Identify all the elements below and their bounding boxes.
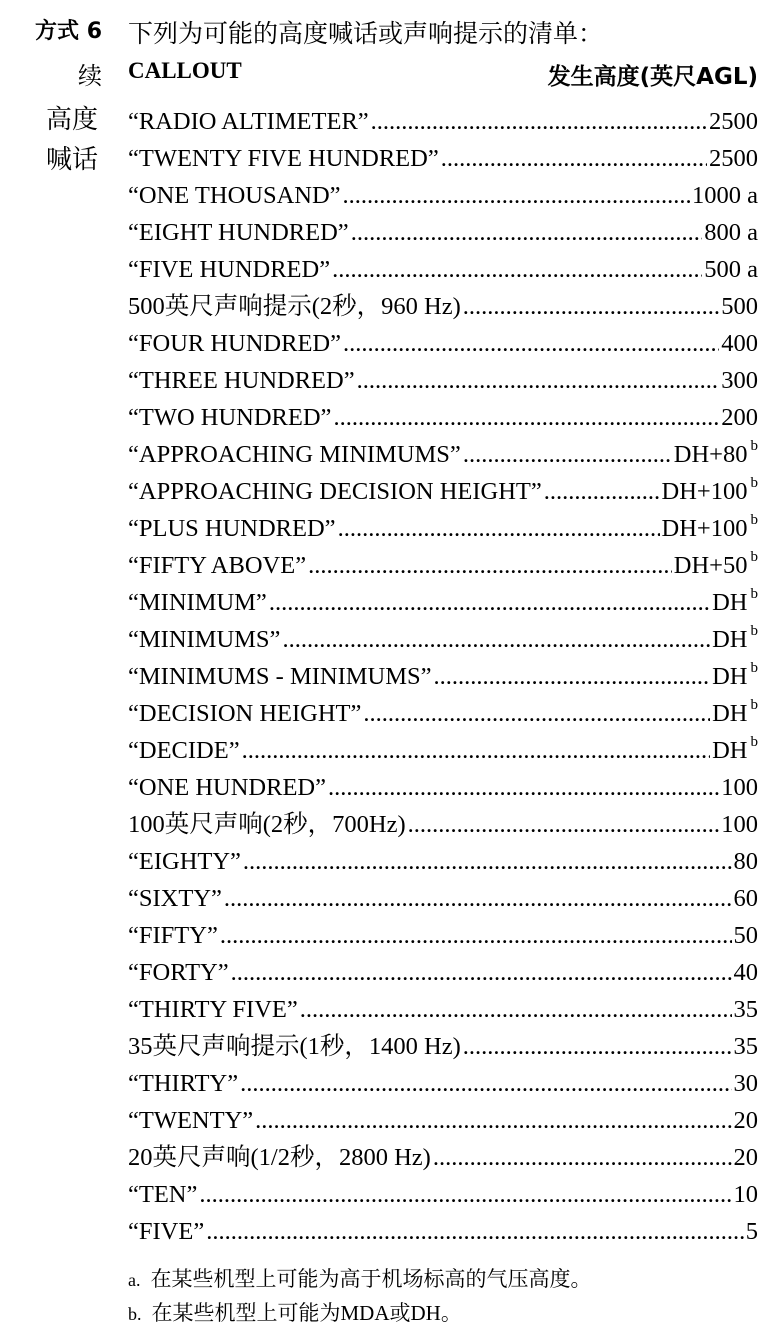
callout-height xyxy=(672,440,758,470)
callout-height-value: 30 xyxy=(733,1070,758,1097)
callout-row xyxy=(128,618,758,655)
callout-row xyxy=(128,914,758,951)
callout-label: 20英尺声响(1/2秒，2800 Hz) xyxy=(128,1144,431,1171)
callout-label: “FIFTY ABOVE” xyxy=(128,552,307,579)
dot-leader xyxy=(308,551,672,581)
callout-height-value: DH xyxy=(712,626,748,653)
callout-height-value: DH+100 xyxy=(661,515,748,542)
dot-leader xyxy=(343,181,690,211)
callout-label: “FIFTY” xyxy=(128,922,218,949)
callout-height xyxy=(732,921,759,951)
callout-row xyxy=(128,1062,758,1099)
callout-height-value: 2500 xyxy=(709,108,758,135)
callout-height xyxy=(710,662,758,692)
dot-leader xyxy=(333,403,719,433)
callout-height-value: 1000 a xyxy=(692,182,758,209)
callout-height xyxy=(719,366,758,396)
callout-label: “MINIMUM” xyxy=(128,589,267,616)
dot-leader xyxy=(220,921,732,951)
dot-leader xyxy=(240,1069,731,1099)
footnotes xyxy=(128,1262,768,1330)
callout-height-value: 300 xyxy=(721,367,758,394)
footnote xyxy=(128,1296,768,1330)
footnote xyxy=(128,1262,768,1296)
callout-label: “EIGHT HUNDRED” xyxy=(128,219,349,246)
callout-height xyxy=(719,292,758,322)
column-header xyxy=(128,58,758,92)
callout-row xyxy=(128,174,758,211)
footnote-text: 在某些机型上可能为MDA或DH。 xyxy=(151,1301,462,1325)
callout-list xyxy=(128,100,758,1247)
callout-height xyxy=(732,995,759,1025)
callout-row xyxy=(128,396,758,433)
callout-height-value: 100 xyxy=(721,811,758,838)
footnote-mark: b. xyxy=(128,1304,142,1324)
dot-leader xyxy=(433,1143,732,1173)
callout-height xyxy=(732,1143,759,1173)
callout-height-value: 2500 xyxy=(709,145,758,172)
callout-height xyxy=(690,181,758,211)
callout-label: “PLUS HUNDRED” xyxy=(128,515,336,542)
callout-height xyxy=(660,514,758,544)
callout-height-value: DH+50 xyxy=(673,552,748,579)
callout-height xyxy=(710,588,758,618)
dot-leader xyxy=(544,477,660,507)
callout-height-value: 100 xyxy=(721,774,758,801)
callout-row xyxy=(128,100,758,137)
callout-height xyxy=(719,403,758,433)
callout-row xyxy=(128,803,758,840)
callout-row xyxy=(128,470,758,507)
callout-label: “RADIO ALTIMETER” xyxy=(128,108,369,135)
callout-height-value: 500 xyxy=(721,293,758,320)
callout-height-value: 400 xyxy=(721,330,758,357)
callout-height xyxy=(719,329,758,359)
callout-label: 35英尺声响提示(1秒，1400 Hz) xyxy=(128,1033,461,1060)
callout-label: “MINIMUMS - MINIMUMS” xyxy=(128,663,432,690)
dot-leader xyxy=(351,218,703,248)
callout-height-value: DH xyxy=(712,737,748,764)
dot-leader xyxy=(282,625,710,655)
callout-height xyxy=(707,144,758,174)
callout-label: “TWENTY” xyxy=(128,1107,254,1134)
callout-height-value: 35 xyxy=(733,1033,758,1060)
footnote-text: 在某些机型上可能为高于机场标高的气压高度。 xyxy=(150,1267,592,1291)
callout-column-header: CALLOUT xyxy=(128,58,242,83)
callout-label: “SIXTY” xyxy=(128,885,222,912)
section-label xyxy=(42,100,102,180)
callout-height xyxy=(710,699,758,729)
callout-height-value: 5 xyxy=(745,1218,758,1245)
dot-leader xyxy=(343,329,719,359)
callout-height xyxy=(702,218,758,248)
dot-leader xyxy=(408,810,720,840)
callout-height xyxy=(732,847,759,877)
callout-row xyxy=(128,285,758,322)
footnote-mark: a. xyxy=(128,1270,141,1290)
callout-height-value: DH xyxy=(712,589,748,616)
continued-label: 续 xyxy=(78,64,102,90)
callout-label: “EIGHTY” xyxy=(128,848,241,875)
callout-row xyxy=(128,1025,758,1062)
callout-height-value: DH xyxy=(712,663,748,690)
callout-label: “THIRTY” xyxy=(128,1070,239,1097)
callout-label: “APPROACHING DECISION HEIGHT” xyxy=(128,478,542,505)
callout-row xyxy=(128,1210,758,1247)
callout-height-value: 800 a xyxy=(704,219,758,246)
callout-height-value: 35 xyxy=(733,996,758,1023)
callout-row xyxy=(128,433,758,470)
callout-row xyxy=(128,729,758,766)
mode-title: 方式 6 xyxy=(35,19,102,44)
dot-leader xyxy=(224,884,732,914)
callout-label: “TEN” xyxy=(128,1181,198,1208)
callout-height-value: 60 xyxy=(733,885,758,912)
callout-row xyxy=(128,322,758,359)
dot-leader xyxy=(463,1032,732,1062)
callout-row xyxy=(128,655,758,692)
dot-leader xyxy=(441,144,707,174)
intro-text: 下列为可能的高度喊话或声响提示的清单： xyxy=(128,21,604,48)
dot-leader xyxy=(338,514,660,544)
callout-label: “APPROACHING MINIMUMS” xyxy=(128,441,461,468)
callout-row xyxy=(128,544,758,581)
footnote-ref: b xyxy=(750,438,758,454)
callout-height xyxy=(672,551,758,581)
footnote-ref: b xyxy=(750,549,758,565)
callout-label: 100英尺声响(2秒，700Hz) xyxy=(128,811,406,838)
callout-height xyxy=(732,1032,759,1062)
callout-height-value: 40 xyxy=(733,959,758,986)
dot-leader xyxy=(199,1180,731,1210)
callout-label: “DECIDE” xyxy=(128,737,240,764)
callout-row xyxy=(128,877,758,914)
dot-leader xyxy=(300,995,732,1025)
callout-height xyxy=(744,1217,758,1247)
callout-row xyxy=(128,1173,758,1210)
callout-label: “ONE THOUSAND” xyxy=(128,182,341,209)
callout-height-value: 500 a xyxy=(704,256,758,283)
callout-row xyxy=(128,248,758,285)
callout-height xyxy=(710,736,758,766)
dot-leader xyxy=(231,958,732,988)
callout-height-value: 50 xyxy=(733,922,758,949)
dot-leader xyxy=(243,847,732,877)
callout-row xyxy=(128,692,758,729)
callout-row xyxy=(128,211,758,248)
callout-height xyxy=(732,1106,759,1136)
section-label-line-1: 高度 xyxy=(45,105,98,134)
callout-height-value: 20 xyxy=(733,1144,758,1171)
callout-row xyxy=(128,951,758,988)
callout-height xyxy=(732,1180,759,1210)
dot-leader xyxy=(463,292,719,322)
callout-height xyxy=(719,810,758,840)
callout-height-value: 200 xyxy=(721,404,758,431)
footnote-ref: b xyxy=(750,623,758,639)
dot-leader xyxy=(363,699,710,729)
callout-height xyxy=(710,625,758,655)
callout-label: “FIVE HUNDRED” xyxy=(128,256,331,283)
dot-leader xyxy=(434,662,711,692)
footnote-ref: b xyxy=(750,475,758,491)
dot-leader xyxy=(206,1217,744,1247)
dot-leader xyxy=(332,255,702,285)
callout-label: “MINIMUMS” xyxy=(128,626,281,653)
callout-height xyxy=(702,255,758,285)
dot-leader xyxy=(255,1106,731,1136)
callout-height-value: 80 xyxy=(733,848,758,875)
callout-label: “FORTY” xyxy=(128,959,229,986)
dot-leader xyxy=(328,773,719,803)
callout-row xyxy=(128,1136,758,1173)
footnote-ref: b xyxy=(750,697,758,713)
callout-height xyxy=(660,477,758,507)
callout-height xyxy=(732,958,759,988)
callout-height-value: 10 xyxy=(733,1181,758,1208)
callout-label: “ONE HUNDRED” xyxy=(128,774,326,801)
callout-label: “FOUR HUNDRED” xyxy=(128,330,341,357)
dot-leader xyxy=(357,366,720,396)
dot-leader xyxy=(371,107,707,137)
callout-label: 500英尺声响提示(2秒，960 Hz) xyxy=(128,293,461,320)
callout-height-value: DH+80 xyxy=(673,441,748,468)
callout-row xyxy=(128,766,758,803)
callout-row xyxy=(128,137,758,174)
callout-label: “THIRTY FIVE” xyxy=(128,996,298,1023)
callout-label: “THREE HUNDRED” xyxy=(128,367,355,394)
footnote-ref: b xyxy=(750,586,758,602)
callout-row xyxy=(128,1099,758,1136)
callout-row xyxy=(128,359,758,396)
callout-height xyxy=(719,773,758,803)
footnote-ref: b xyxy=(750,660,758,676)
height-column-header: 发生高度(英尺AGL) xyxy=(547,64,758,90)
callout-height-value: DH xyxy=(712,700,748,727)
callout-label: “DECISION HEIGHT” xyxy=(128,700,362,727)
callout-label: “FIVE” xyxy=(128,1218,205,1245)
dot-leader xyxy=(242,736,711,766)
footnote-ref: b xyxy=(750,734,758,750)
callout-label: “TWENTY FIVE HUNDRED” xyxy=(128,145,439,172)
callout-row xyxy=(128,507,758,544)
callout-row xyxy=(128,581,758,618)
dot-leader xyxy=(463,440,672,470)
callout-height-value: DH+100 xyxy=(661,478,748,505)
callout-height xyxy=(707,107,758,137)
dot-leader xyxy=(269,588,710,618)
callout-row xyxy=(128,840,758,877)
callout-height-value: 20 xyxy=(733,1107,758,1134)
section-label-line-2: 喊话 xyxy=(45,145,98,174)
callout-height xyxy=(732,1069,759,1099)
footnote-ref: b xyxy=(750,512,758,528)
callout-row xyxy=(128,988,758,1025)
callout-height xyxy=(732,884,759,914)
callout-label: “TWO HUNDRED” xyxy=(128,404,332,431)
